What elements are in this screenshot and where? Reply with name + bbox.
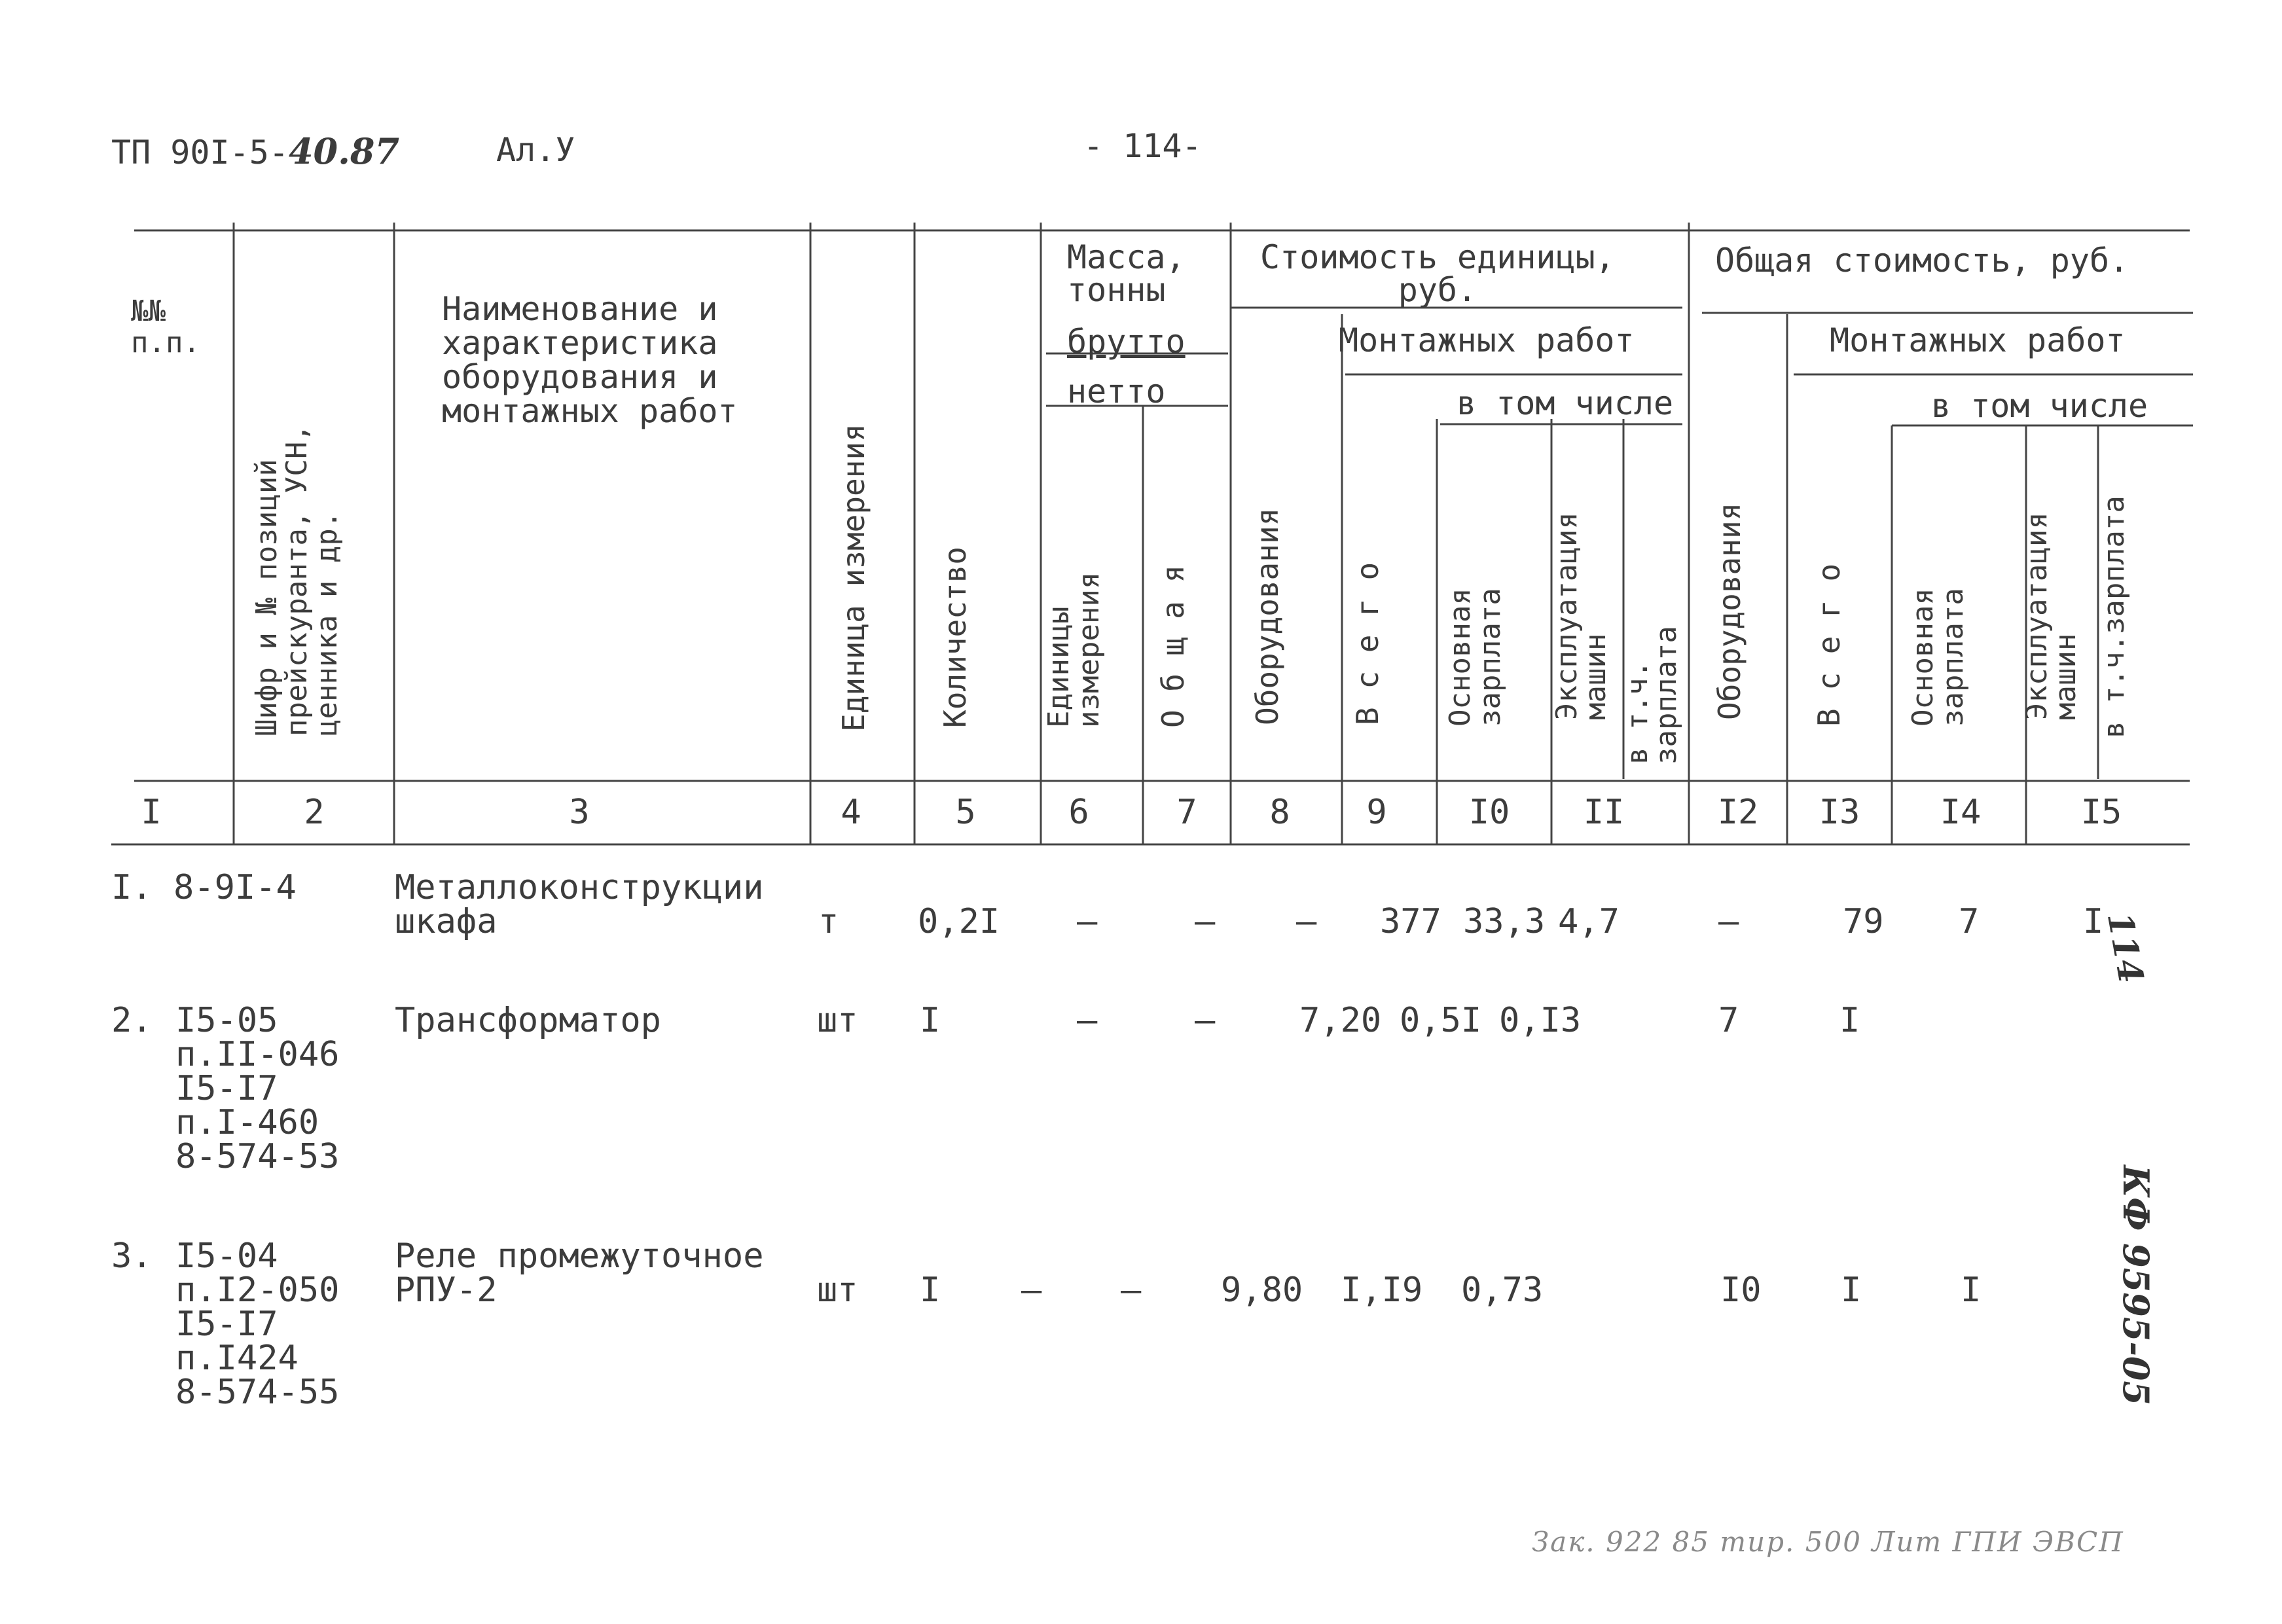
row-unit-mount-total: I,I9 (1341, 1271, 1423, 1310)
row-unit-equipment: – (1296, 902, 1317, 941)
print-stamp: Зак. 922 85 тир. 500 Лит ГПИ ЭВСП (1532, 1526, 2124, 1558)
column-number: I0 (1468, 793, 1510, 832)
row-unit: шт (817, 1271, 858, 1310)
row-mass-unit: – (1077, 902, 1098, 941)
column-number: 2 (304, 793, 325, 832)
header-col4: Единица измерения (836, 424, 871, 732)
document-code-handwritten: 40.87 (288, 130, 400, 172)
column-number: 5 (955, 793, 976, 832)
row-qty: I (920, 1001, 941, 1040)
header-col6: Единицы измерения (1042, 571, 1106, 728)
sheet-mark-handwritten: 114 (2099, 909, 2151, 986)
row-total-equipment: 7 (1718, 1001, 1739, 1040)
header-col10: Основная зарплата (1443, 588, 1507, 727)
header-col3: Наименование и характеристика оборудования и монтажных работ (442, 290, 738, 430)
row-unit-salary: 33,3 (1463, 902, 1546, 941)
header-col14: Основная зарплата (1906, 588, 1970, 727)
row-total-mount: I (1841, 1271, 1862, 1310)
column-number: 7 (1176, 793, 1197, 832)
row-total-salary: 7 (1959, 902, 1980, 941)
row-unit-equipment: 9,80 (1221, 1271, 1303, 1310)
row-unit-equipment: 7,20 (1299, 1001, 1382, 1040)
row-unit-machines: 4,7 (1558, 902, 1620, 941)
column-number: I5 (2080, 793, 2122, 832)
column-number: I4 (1940, 793, 1982, 832)
row-unit-salary: 0,I3 (1499, 1001, 1582, 1040)
header-col15b: в т.ч.зарплата (2097, 496, 2131, 738)
row-unit-mount-total: 377 (1380, 902, 1441, 941)
header-col11b: в т.ч. зарплата (1621, 626, 1683, 765)
page-number: - 114- (1083, 127, 1202, 165)
row-unit: т (818, 902, 839, 941)
row-number: I. (111, 868, 153, 907)
header-unit-incl: в том числе (1457, 384, 1674, 422)
header-total-incl: в том числе (1931, 387, 2148, 425)
header-col1: №№ п.п. (131, 295, 200, 359)
row-mass-total: – (1195, 902, 1216, 941)
header-col7: О б щ а я (1155, 564, 1191, 728)
column-number: I2 (1717, 793, 1759, 832)
row-unit-salary: 0,73 (1461, 1271, 1544, 1310)
album-label: Ал.У (496, 131, 575, 169)
row-number: 3. (111, 1236, 153, 1276)
row-total-mount: 79 (1843, 902, 1884, 941)
row-code: I5-04 п.I2-050 I5-I7 п.I424 8-574-55 (175, 1236, 340, 1412)
header-col8: Оборудования (1250, 507, 1285, 725)
row-qty: I (920, 1271, 941, 1310)
header-unit-mount: Монтажных работ (1339, 321, 1635, 359)
row-mass-unit: – (1077, 1001, 1098, 1040)
header-col15a: Эксплуатация машин (2020, 512, 2082, 720)
row-code: I5-05 п.II-046 I5-I7 п.I-460 8-574-53 (175, 1001, 340, 1176)
header-col2: Шифр и № позиций прейскуранта, УСН, ценника и др. (250, 424, 344, 736)
column-number: 6 (1068, 793, 1089, 832)
row-code: 8-9I-4 (173, 868, 297, 907)
row-name: Трансформатор (395, 1001, 661, 1040)
archive-code-handwritten: КФ 9595-05 (2115, 1165, 2157, 1406)
row-name: Реле промежуточное РПУ-2 (395, 1236, 764, 1310)
row-mass-unit: – (1021, 1271, 1042, 1310)
row-unit: шт (817, 1001, 858, 1040)
column-number: 8 (1269, 793, 1290, 832)
row-number: 2. (111, 1001, 153, 1040)
column-number: 3 (569, 793, 590, 832)
header-col12: Оборудования (1712, 502, 1747, 720)
row-mass-total: – (1121, 1271, 1142, 1310)
header-col9: В с е г о (1350, 562, 1385, 725)
column-number: I3 (1819, 793, 1860, 832)
column-number: 9 (1366, 793, 1387, 832)
column-number: I (141, 793, 162, 832)
header-mass-group: Масса, тонны (1067, 238, 1186, 309)
row-total-equipment: I0 (1720, 1271, 1762, 1310)
row-name: Металлоконструкции шкафа (395, 868, 764, 941)
row-qty: 0,2I (918, 902, 1000, 941)
row-total-equipment: – (1718, 902, 1739, 941)
header-total-cost-group: Общая стоимость, руб. (1715, 242, 2129, 280)
header-mass-netto: нетто (1067, 372, 1166, 410)
column-number: 4 (841, 793, 861, 832)
header-unit-cost-group: Стоимость единицы, руб. (1260, 238, 1615, 309)
header-col5: Количество (937, 547, 973, 728)
row-total-machines: I (2083, 902, 2104, 941)
row-mass-total: – (1195, 1001, 1216, 1040)
row-total-mount: I (1839, 1001, 1860, 1040)
document-code-print: ТП 90I-5- (111, 134, 289, 171)
header-mass-brutto: брутто (1067, 323, 1186, 361)
row-total-salary: I (1961, 1271, 1982, 1310)
header-total-mount: Монтажных работ (1830, 321, 2126, 359)
column-number: II (1583, 793, 1625, 832)
header-col11a: Эксплуатация машин (1550, 512, 1612, 720)
header-col13: В с е г о (1811, 563, 1847, 727)
row-unit-mount-total: 0,5I (1400, 1001, 1482, 1040)
